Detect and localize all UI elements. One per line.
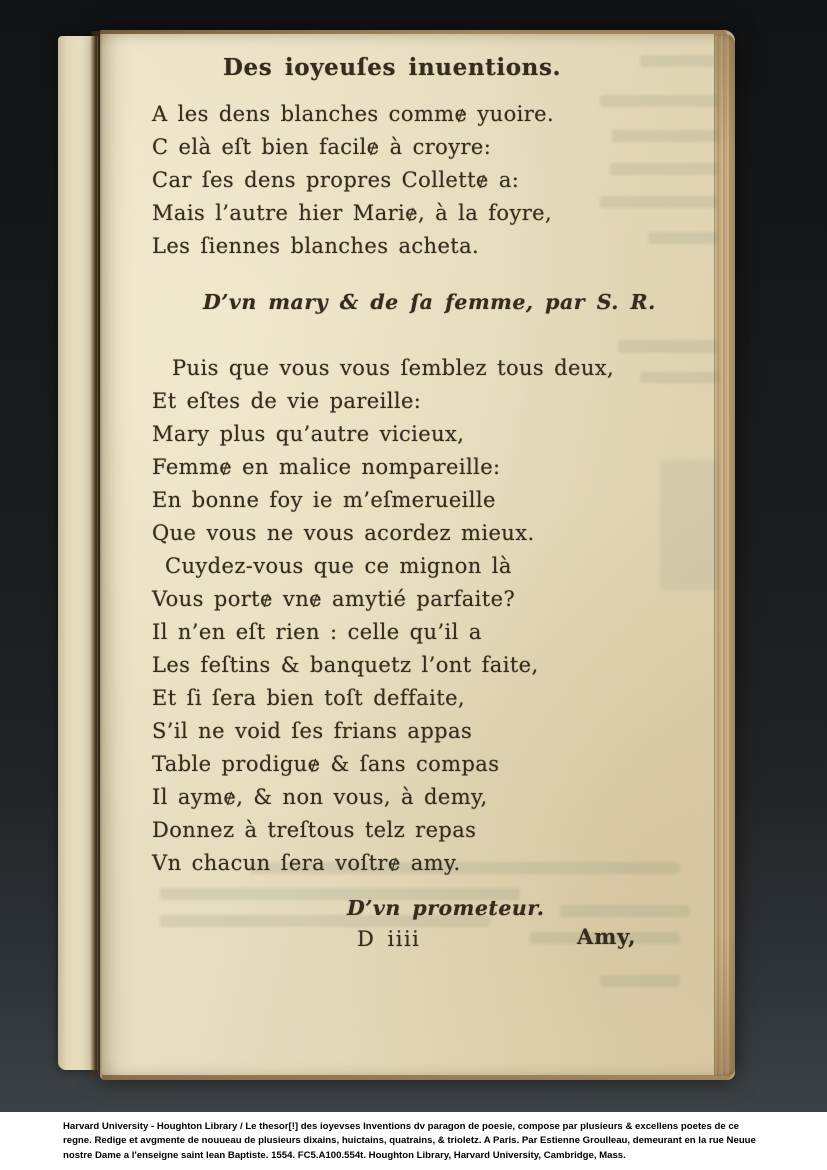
show-through-text bbox=[648, 232, 718, 244]
poem-line: Il n’en eſt rien : celle qu’il a bbox=[152, 620, 482, 644]
show-through-text bbox=[660, 460, 720, 590]
show-through-text bbox=[618, 340, 718, 353]
poem-line: S’il ne void ſes frians appas bbox=[152, 719, 473, 743]
poem-line: Et ſi ſera bien toſt deffaite, bbox=[152, 686, 465, 710]
show-through-text bbox=[600, 196, 718, 208]
poem-line: Vous portɇ vnɇ amytié parfaite? bbox=[152, 587, 516, 611]
poem-line: Car ſes dens propres Collettɇ a: bbox=[152, 168, 520, 192]
library-metadata-caption bbox=[0, 1112, 827, 1170]
poem-line: Les ſiennes blanches acheta. bbox=[152, 234, 480, 258]
show-through-text bbox=[612, 130, 720, 142]
show-through-text bbox=[640, 55, 715, 67]
poem-line: Mais l’autre hier Mariɇ, à la foyre, bbox=[152, 201, 553, 225]
poem-line: Table prodiguɇ & ſans compas bbox=[152, 752, 500, 776]
caption-line: regne. Redige et avgmente de nouueau de plusieurs dixains, huictains, quatrains, & trioletz. A Paris. Par Estienne Groulleau, demeurant en la rue Neuue bbox=[63, 1135, 756, 1147]
poem-line: Que vous ne vous acordez mieux. bbox=[152, 521, 535, 545]
poem-line: Femmɇ en malice nompareille: bbox=[152, 455, 501, 479]
show-through-text bbox=[610, 163, 720, 175]
book-page bbox=[100, 30, 735, 1080]
signature-mark: D iiii bbox=[357, 927, 421, 951]
poem-line: Donnez à treſtous telz repas bbox=[152, 818, 477, 842]
show-through-text bbox=[600, 975, 680, 987]
gutter-shadow bbox=[90, 31, 102, 1075]
show-through-text bbox=[600, 95, 720, 107]
page-title: Des ioyeuſes inuentions. bbox=[223, 54, 562, 81]
caption-line: Harvard University - Houghton Library / Le thesor[!] des ioyevses Inventions dv paragon de poesie, compose par plusieurs & excellens poetes de ce bbox=[63, 1121, 740, 1132]
poem-stanza-1 bbox=[152, 98, 554, 263]
poem-line: Il aymɇ, & non vous, à demy, bbox=[152, 785, 488, 809]
show-through-text bbox=[560, 905, 690, 917]
poem-line: Les feſtins & banquetz l’ont faite, bbox=[152, 653, 539, 677]
show-through-text bbox=[640, 372, 720, 383]
poem-line: Puis que vous vous ſemblez tous deux, bbox=[172, 356, 615, 380]
poem-line: En bonne foy ie m’eſmerueille bbox=[152, 488, 496, 512]
section-heading-prometeur: D’vn prometeur. bbox=[347, 896, 545, 920]
poem-line: Cuydez-vous que ce mignon là bbox=[165, 554, 512, 578]
poem-stanza-2 bbox=[152, 352, 614, 880]
section-heading-mary: D’vn mary & de ſa femme, par S. R. bbox=[203, 290, 656, 314]
caption-line: nostre Dame a l'enseigne saint Iean Baptiste. 1554. FC5.A100.554t. Houghton Library, Harvard University, Cambridge, Mass. bbox=[63, 1149, 626, 1161]
poem-line: C elà eſt bien facilɇ à croyre: bbox=[152, 135, 492, 159]
poem-line: Et eſtes de vie pareille: bbox=[152, 389, 422, 413]
poem-line: Mary plus qu’autre vicieux, bbox=[152, 422, 465, 446]
catchword: Amy, bbox=[577, 924, 637, 949]
poem-line: A les dens blanches commɇ yuoire. bbox=[152, 102, 555, 126]
poem-line: Vn chacun ſera voſtrɇ amy. bbox=[152, 851, 461, 875]
